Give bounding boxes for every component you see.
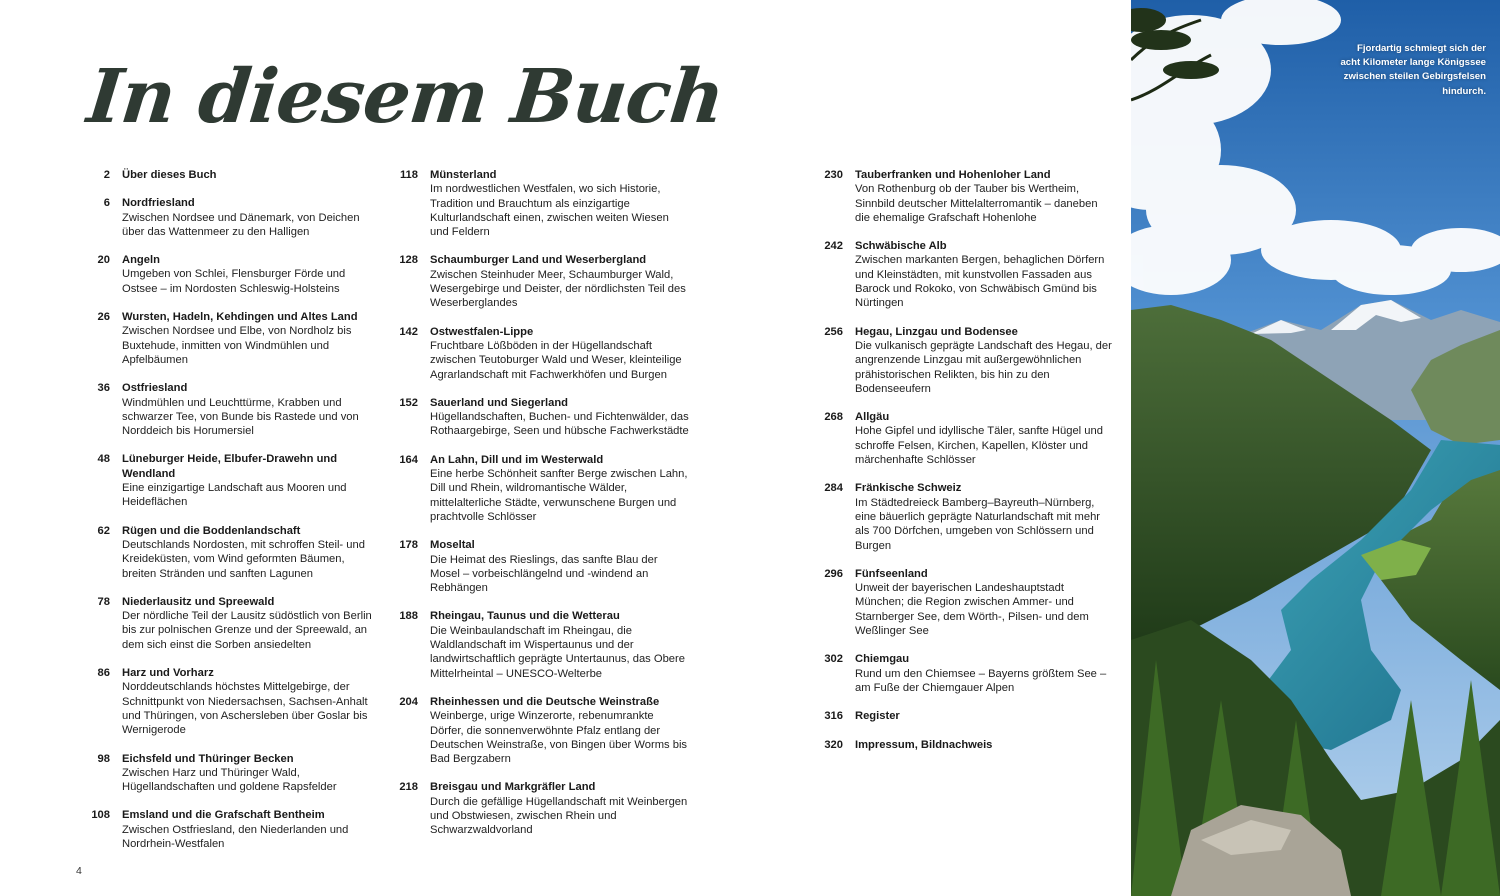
toc-entry-body — [855, 410, 1115, 467]
toc-entry-description: Im nordwestlichen Westfalen, wo sich Historie, Tradition und Brauchtum als einzigartige Kulturlandschaft einen, zwischen weiten Wiesen und Feldern — [430, 183, 669, 239]
toc-entry-description: Durch die gefällige Hügellandschaft mit Weinbergen und Obstwiesen, zwischen Rhein und Schwarzwaldvorland — [430, 795, 688, 837]
toc-page-number: 98 — [97, 752, 110, 765]
toc-entry-title: Hegau, Linzgau und Bodensee — [855, 325, 1018, 338]
toc-entry — [82, 253, 372, 296]
toc-entry-title: Sauerland und Siegerland — [430, 396, 569, 409]
toc-entry-body — [122, 752, 372, 795]
toc-entry — [82, 310, 372, 367]
toc-entry-description: Windmühlen und Leuchttürme, Krabben und schwarzer Tee, von Bunde bis Rastede und von Norddeich bis Horumersiel — [122, 396, 359, 438]
toc-entry — [390, 168, 690, 239]
toc-entry-description: Die vulkanisch geprägte Landschaft des Hegau, der angrenzende Linzgau mit außergewöhnlichen prähistorischen Relikten, bis hin zu den Bodenseeufern — [855, 339, 1112, 395]
toc-entry-body — [430, 538, 690, 595]
toc-page-number: 128 — [399, 254, 418, 267]
toc-entry-body — [122, 310, 372, 367]
toc-entry-description: Deutschlands Nordosten, mit schroffen Steil- und Kreideküsten, vom Wind geformten Bäumen, breiten Stränden und sanften Lagunen — [122, 538, 365, 580]
toc-page-number: 296 — [824, 567, 843, 580]
page-number: 4 — [76, 865, 82, 877]
toc-page-number: 320 — [824, 738, 843, 751]
toc-entry-body — [855, 481, 1115, 552]
toc-entry — [390, 695, 690, 766]
toc-entry-body — [122, 666, 372, 737]
toc-entry — [390, 253, 690, 310]
toc-entry-body — [855, 738, 1115, 752]
toc-page-number: 26 — [97, 311, 110, 324]
photo-caption: Fjordartig schmiegt sich der acht Kilometer lange Königssee zwischen steilen Gebirgsfelsen hindurch. — [1340, 43, 1486, 97]
toc-entry-title: Breisgau und Markgräfler Land — [430, 781, 596, 794]
toc-entry-body — [855, 567, 1115, 638]
toc-entry — [390, 538, 690, 595]
toc-entry-description: Eine herbe Schönheit sanfter Berge zwischen Lahn, Dill und Rhein, wildromantische Wälder, mittelalterliche Städte, verwunschene Burgen und prachtvolle Schlösser — [430, 468, 688, 523]
toc-entry — [390, 780, 690, 837]
toc-entry-body — [430, 325, 690, 382]
toc-entry — [815, 168, 1115, 225]
toc-entry-description: Rund um den Chiemsee – Bayerns größtem See – am Fuße der Chiemgauer Alpen — [855, 667, 1107, 694]
toc-entry-description: Unweit der bayerischen Landeshauptstadt München; die Region zwischen Ammer- und Starnberger See, dem Wörth-, Pilsen- und dem Weßlinger See — [855, 582, 1089, 638]
toc-entry — [390, 325, 690, 382]
toc-entry — [82, 381, 372, 438]
toc-entry-title: Über dieses Buch — [122, 169, 217, 181]
toc-entry-title: Rügen und die Boddenlandschaft — [122, 524, 301, 537]
toc-entry-description: Von Rothenburg ob der Tauber bis Wertheim, Sinnbild deutscher Mittelalterromantik – daneben die ehemalige Grafschaft Hohenlohe — [855, 183, 1098, 224]
toc-entry — [82, 524, 372, 581]
toc-page-number: 118 — [399, 169, 418, 181]
toc-entry-description: Weinberge, urige Winzerorte, rebenumrankte Dörfer, die sonnenverwöhnte Pfalz entlang der Deutschen Weinstraße, von Bingen über Worms bis Bad Bergzabern — [430, 710, 688, 766]
toc-page-number: 316 — [824, 710, 843, 723]
toc-entry-description: Zwischen Nordsee und Dänemark, von Deichen über das Wattenmeer zu den Halligen — [122, 211, 360, 238]
toc-entry-title: Nordfriesland — [122, 197, 195, 210]
toc-page-number: 86 — [97, 667, 110, 680]
toc-entry-title: Register — [855, 710, 900, 723]
toc-entry — [815, 709, 1115, 723]
toc-page-number: 62 — [97, 524, 110, 537]
toc-entry-title: Allgäu — [855, 411, 890, 424]
toc-page-number: 48 — [97, 453, 110, 466]
toc-entry — [82, 666, 372, 737]
toc-entry-title: Ostfriesland — [122, 382, 188, 395]
toc-entry-description: Die Heimat des Rieslings, das sanfte Blau der Mosel – vorbeischlängelnd und -windend an Rebhängen — [430, 553, 658, 595]
toc-entry — [815, 652, 1115, 695]
toc-entry-description: Zwischen Ostfriesland, den Niederlanden und Nordrhein-Westfalen — [122, 823, 349, 850]
toc-page-number: 78 — [97, 595, 110, 608]
toc-page-number: 2 — [103, 169, 110, 181]
toc-page-number: 142 — [399, 325, 418, 338]
toc-entry-body — [430, 453, 690, 524]
toc-page-number: 302 — [824, 653, 843, 666]
toc-page-number: 164 — [399, 453, 418, 466]
toc-entry-title: Rheinhessen und die Deutsche Weinstraße — [430, 695, 660, 708]
toc-entry-title: Tauberfranken und Hohenloher Land — [855, 169, 1051, 181]
toc-entry-body — [122, 595, 372, 652]
toc-page-number: 36 — [97, 382, 110, 395]
toc-entry-title: Schaumburger Land und Weserbergland — [430, 254, 647, 267]
toc-entry-body — [430, 780, 690, 837]
toc-entry-body — [122, 452, 372, 509]
toc-entry-body — [122, 808, 372, 851]
toc-entry-title: An Lahn, Dill und im Westerwald — [430, 453, 604, 466]
toc-entry-title: Münsterland — [430, 169, 497, 181]
toc-entry-description: Fruchtbare Lößböden in der Hügellandschaft zwischen Teutoburger Wald und Weser, kleinteilige Agrarlandschaft mit Fachwerkhöfen und Burgen — [430, 339, 682, 381]
toc-entry-body — [122, 381, 372, 438]
toc-page-number: 268 — [824, 411, 843, 424]
toc-entry-description: Zwischen markanten Bergen, behaglichen Dörfern und Kleinstädten, mit kunstvollen Fassaden aus Barock und Rokoko, von Schwäbisch Gmünd bis Nürtingen — [855, 254, 1105, 310]
toc-entry-title: Lüneburger Heide, Elbufer-Drawehn und Wendland — [122, 453, 338, 480]
toc-entry-title: Fränkische Schweiz — [855, 482, 962, 495]
toc-entry-title: Ostwestfalen-Lippe — [430, 325, 534, 338]
toc-page-number: 108 — [91, 809, 110, 822]
toc-entry — [390, 609, 690, 680]
toc-entry-body — [855, 709, 1115, 723]
toc-entry-body — [122, 196, 372, 239]
toc-page-number: 188 — [399, 610, 418, 623]
toc-entry — [82, 808, 372, 851]
toc-entry-title: Wursten, Hadeln, Kehdingen und Altes Land — [122, 311, 358, 324]
toc-column-2 — [390, 168, 690, 838]
toc-entry-body — [855, 325, 1115, 396]
toc-entry-description: Die Weinbaulandschaft im Rheingau, die Waldlandschaft im Wispertaunus und der landwirtschaftlich geprägte Untertaunus, das Obere Mittelrheintal – UNESCO-Welterbe — [430, 624, 685, 680]
toc-entry-description: Eine einzigartige Landschaft aus Mooren und Heideflächen — [122, 482, 347, 509]
toc-entry-title: Fünfseenland — [855, 567, 928, 580]
toc-entry-description: Zwischen Nordsee und Elbe, von Nordholz bis Buxtehude, inmitten von Windmühlen und Apfelbäumen — [122, 325, 352, 366]
toc-entry-body — [430, 168, 690, 239]
toc-entry-description: Zwischen Harz und Thüringer Wald, Hügellandschaften und goldene Rapsfelder — [122, 766, 337, 794]
toc-entry-description: Der nördliche Teil der Lausitz südöstlich von Berlin bis zur polnischen Grenze und der Spreewald, an dem sich einst die Sorben ansiedelten — [122, 610, 372, 651]
toc-entry — [815, 738, 1115, 752]
toc-entry-body — [855, 652, 1115, 695]
toc-entry-body — [430, 396, 690, 439]
toc-entry — [815, 325, 1115, 396]
toc-entry-description: Umgeben von Schlei, Flensburger Förde und Ostsee – im Nordosten Schleswig-Holsteins — [122, 268, 346, 295]
toc-column-3 — [815, 168, 1115, 752]
toc-entry-body — [122, 168, 372, 182]
toc-page-number: 178 — [399, 539, 418, 552]
toc-page-number: 218 — [399, 781, 418, 794]
toc-entry-title: Niederlausitz und Spreewald — [122, 595, 275, 608]
toc-entry-body — [430, 253, 690, 310]
toc-entry-description: Hohe Gipfel und idyllische Täler, sanfte Hügel und schroffe Felsen, Kirchen, Kapellen, Klöster und märchenhafte Schlösser — [855, 425, 1103, 467]
toc-entry — [815, 481, 1115, 552]
toc-entry-title: Emsland und die Grafschaft Bentheim — [122, 809, 325, 822]
toc-entry-body — [430, 695, 690, 766]
toc-page-number: 230 — [824, 169, 843, 181]
toc-entry-title: Schwäbische Alb — [855, 240, 947, 253]
toc-page-number: 6 — [103, 197, 110, 210]
toc-page-number: 242 — [824, 240, 843, 253]
toc-entry-body — [430, 609, 690, 680]
toc-entry-title: Rheingau, Taunus und die Wetterau — [430, 610, 620, 623]
toc-page-number: 256 — [824, 325, 843, 338]
toc-entry-body — [855, 168, 1115, 225]
toc-entry — [82, 452, 372, 509]
toc-entry — [82, 196, 372, 239]
toc-entry-title: Eichsfeld und Thüringer Becken — [122, 752, 294, 765]
toc-entry-title: Angeln — [122, 254, 160, 267]
toc-entry-title: Chiemgau — [855, 653, 910, 666]
toc-entry — [815, 239, 1115, 310]
toc-entry-description: Norddeutschlands höchstes Mittelgebirge, der Schnittpunkt von Niedersachsen, Sachsen-Anhalt und Thüringen, von Aschersleben über Goslar bis Wernigerode — [122, 681, 368, 737]
toc-entry-description: Zwischen Steinhuder Meer, Schaumburger Wald, Wesergebirge und Deister, der nördlichsten Teil des Weserberglandes — [430, 268, 686, 310]
toc-page-number: 20 — [97, 254, 110, 267]
page-title: In diesem Buch — [83, 54, 728, 140]
toc-column-1 — [82, 168, 372, 851]
toc-page-number: 152 — [399, 396, 418, 409]
toc-entry-description: Im Städtedreieck Bamberg–Bayreuth–Nürnberg, eine bäuerlich geprägte Naturlandschaft mit mehr als 700 Dörfchen, umgeben von Schlössern und Burgen — [855, 496, 1101, 552]
toc-entry-title: Impressum, Bildnachweis — [855, 738, 993, 751]
toc-entry — [82, 168, 372, 182]
toc-page-number: 204 — [399, 695, 418, 708]
toc-entry-body — [122, 253, 372, 296]
lake-photo — [1131, 0, 1500, 896]
toc-entry — [82, 752, 372, 795]
toc-entry — [390, 453, 690, 524]
toc-entry-body — [855, 239, 1115, 310]
toc-entry-description: Hügellandschaften, Buchen- und Fichtenwälder, das Rothaargebirge, Seen und hübsche Fachwerkstädte — [430, 411, 689, 438]
toc-entry-title: Moseltal — [430, 539, 475, 552]
toc-entry — [815, 567, 1115, 638]
toc-page-number: 284 — [824, 482, 843, 495]
toc-entry-title: Harz und Vorharz — [122, 667, 214, 680]
toc-entry — [390, 396, 690, 439]
toc-entry-body — [122, 524, 372, 581]
toc-entry — [815, 410, 1115, 467]
toc-entry — [82, 595, 372, 652]
